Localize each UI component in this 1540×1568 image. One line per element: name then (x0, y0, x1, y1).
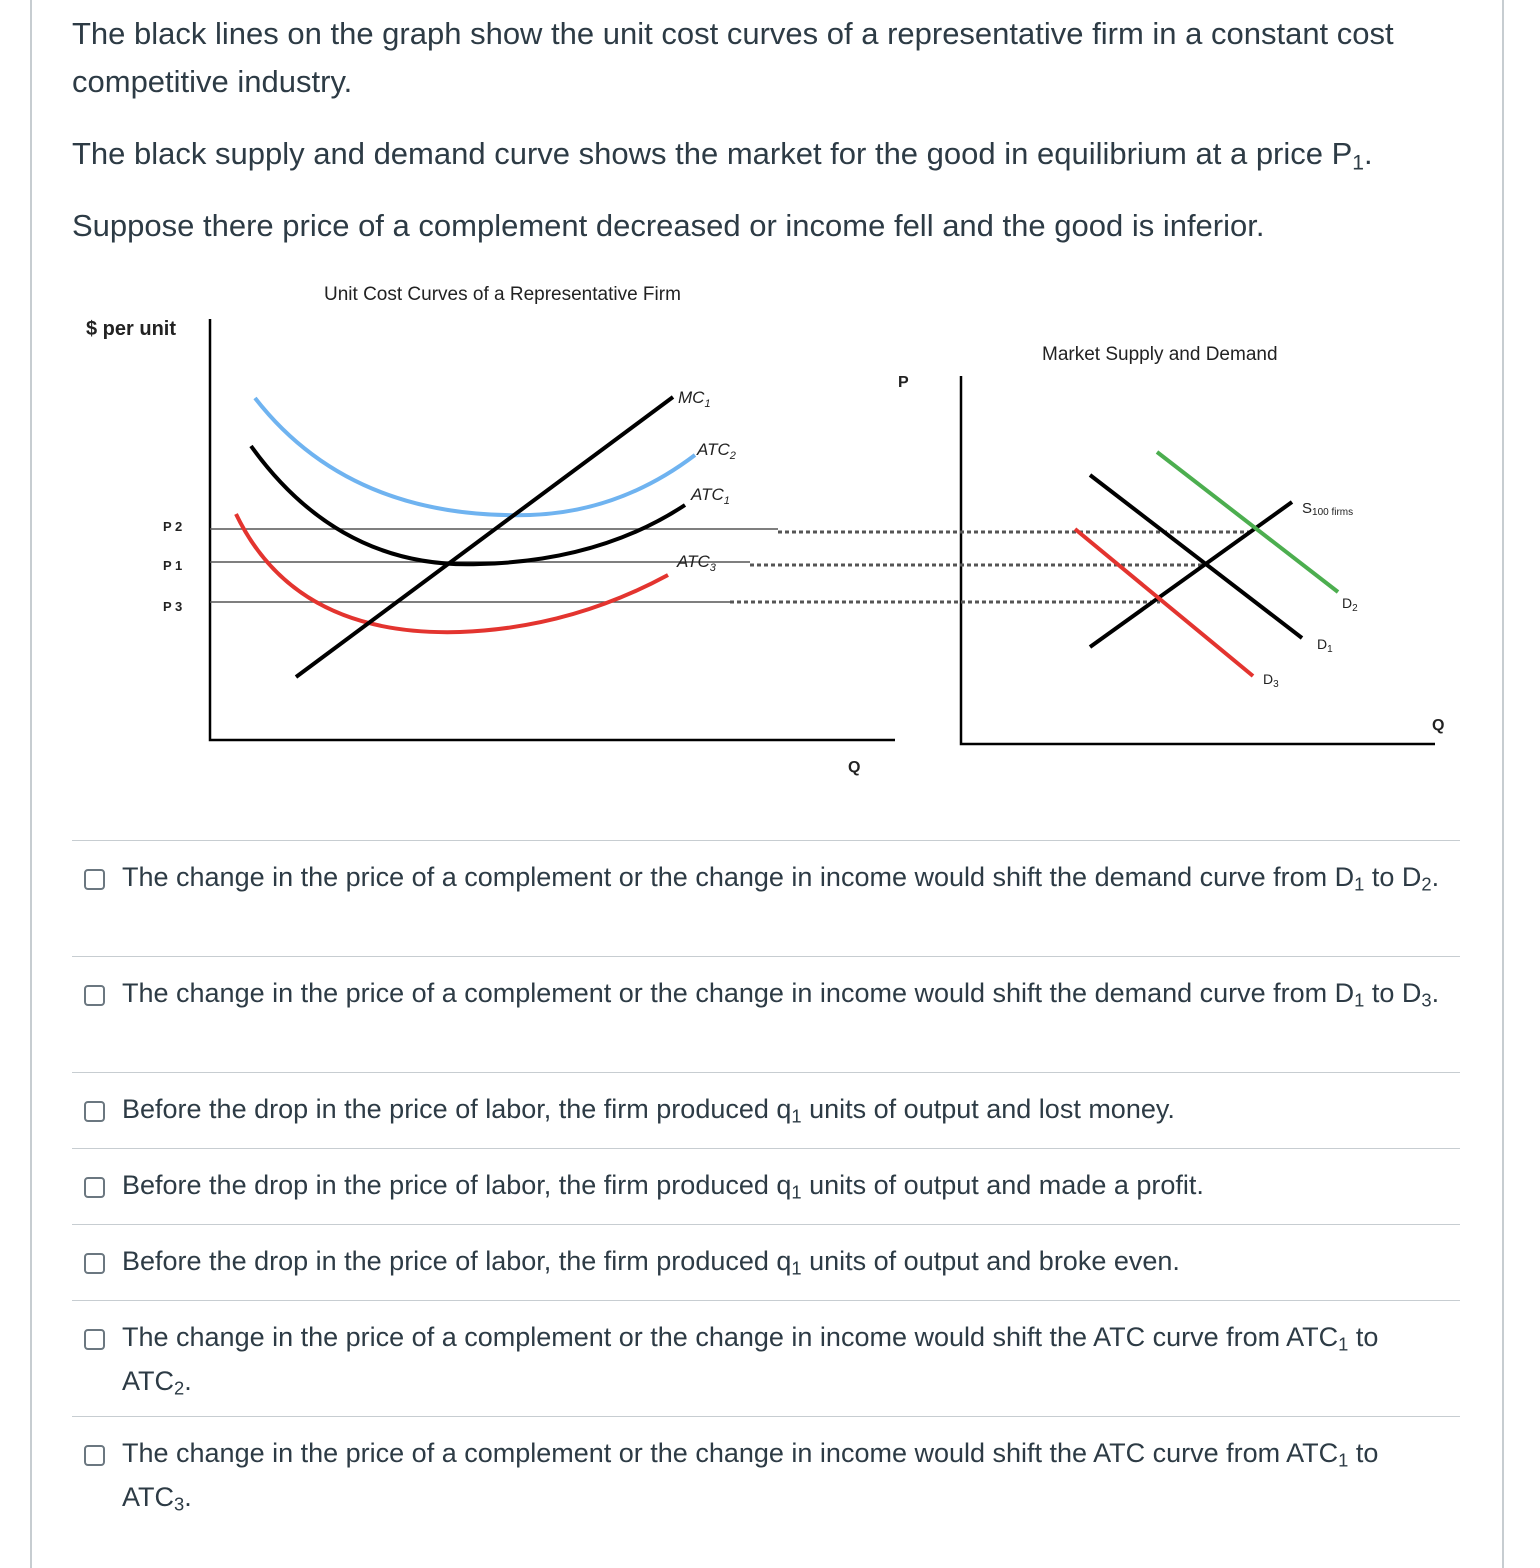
atc2-label: $ATC_2$ (697, 440, 736, 462)
option-text: The change in the price of a complement or the change in income would shift the ATC curve from $ATC_1$ to $ATC_3$. (122, 1438, 1379, 1515)
option-checkbox[interactable] (84, 869, 105, 890)
firm-y-axis-label: $ per unit (86, 318, 177, 340)
cost-curves-diagram (60, 272, 1480, 792)
atc3-curve (236, 514, 668, 632)
mc1-label: $MC_1$ (678, 388, 711, 410)
demand-curve-d2 (1157, 452, 1338, 592)
answer-option-5[interactable] (72, 1224, 1460, 1300)
price-label-p3: P 3 (163, 599, 183, 614)
option-checkbox[interactable] (84, 1177, 105, 1198)
answer-option-2[interactable] (72, 956, 1460, 1072)
option-text: The change in the price of a complement or the change in income would shift the ATC curve from $ATC_1$ to $ATC_2$. (122, 1322, 1379, 1399)
answer-option-3[interactable] (72, 1072, 1460, 1148)
option-text: Before the drop in the price of labor, the firm produced $q_1$ units of output and made a profit. (122, 1170, 1204, 1203)
market-graph-title: Market Supply and Demand (1042, 344, 1278, 365)
question-text-1: The black lines on the graph show the unit cost curves of a representative firm in a constant cost competitive industry. (72, 16, 1394, 99)
option-checkbox[interactable] (84, 1253, 105, 1274)
market-x-axis-label: Q (1432, 717, 1445, 734)
atc1-label: $ATC_1$ (691, 485, 730, 507)
option-text: Before the drop in the price of labor, the firm produced $q_1$ units of output and broke even. (122, 1246, 1180, 1279)
answer-option-4[interactable] (72, 1148, 1460, 1224)
atc3-label: $ATC_3$ (677, 552, 716, 574)
option-checkbox[interactable] (84, 1101, 105, 1122)
option-text: The change in the price of a complement or the change in income would shift the demand curve from $D_1$ to $D_3$. (122, 978, 1440, 1011)
firm-graph-title: Unit Cost Curves of a Representative Firm (324, 284, 681, 305)
d2-label: $D_2$ (1342, 595, 1358, 614)
option-checkbox[interactable] (84, 985, 105, 1006)
answer-option-7[interactable] (72, 1416, 1460, 1532)
option-checkbox[interactable] (84, 1445, 105, 1466)
demand-curve-d1 (1090, 475, 1302, 638)
atc2-curve (255, 398, 695, 515)
firm-x-axis-label: Q (848, 759, 861, 776)
option-checkbox[interactable] (84, 1329, 105, 1350)
price-label-p1: P 1 (163, 558, 183, 573)
atc1-curve (251, 446, 685, 564)
answer-option-1[interactable] (72, 840, 1460, 956)
question-text-3: Suppose there price of a complement decreased or income fell and the good is inferior. (72, 208, 1265, 243)
option-text: Before the drop in the price of labor, the firm produced $q_1$ units of output and lost money. (122, 1094, 1175, 1127)
supply-label: S100 firms (1302, 500, 1354, 518)
question-text-2: The black supply and demand curve shows the market for the good in equilibrium at a price $P_1$. (72, 136, 1373, 175)
price-label-p2: P 2 (163, 519, 183, 534)
d1-label: $D_1$ (1317, 636, 1333, 655)
d3-label: $D_3$ (1263, 671, 1279, 690)
answer-option-6[interactable] (72, 1300, 1460, 1416)
market-y-axis-label: P (898, 374, 909, 391)
option-text: The change in the price of a complement or the change in income would shift the demand curve from $D_1$ to $D_2$. (122, 862, 1440, 895)
answer-options (72, 840, 1460, 1532)
